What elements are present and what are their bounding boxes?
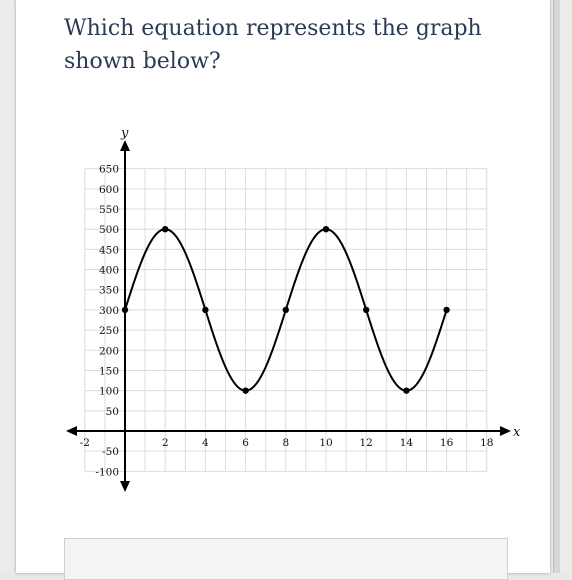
y-tick-label: 300 — [98, 304, 119, 317]
y-tick-label: 550 — [98, 204, 119, 217]
data-point — [323, 226, 329, 232]
data-point — [242, 387, 248, 393]
y-tick-label: 100 — [98, 385, 119, 398]
y-tick-label: 650 — [98, 163, 119, 176]
y-tick-label: 600 — [98, 183, 119, 196]
y-axis-arrow-down — [120, 481, 130, 492]
question-text: Which equation represents the graph shown below? — [64, 16, 482, 74]
data-point — [122, 307, 128, 313]
x-tick-label: 4 — [202, 437, 209, 449]
x-tick-label: 10 — [319, 437, 333, 449]
y-tick-label: -100 — [95, 466, 119, 479]
x-tick-label: 8 — [282, 437, 290, 449]
x-tick-label: 6 — [242, 437, 249, 449]
grid-lines — [85, 169, 487, 472]
y-axis-label: y — [121, 126, 129, 141]
answer-input[interactable] — [64, 538, 508, 580]
x-axis-arrow-left — [66, 426, 77, 436]
y-tick-label: -50 — [102, 446, 119, 459]
y-tick-label: 500 — [98, 224, 119, 237]
y-tick-label: 50 — [105, 405, 119, 418]
x-tick-label: 12 — [359, 437, 373, 449]
y-tick-label: 200 — [98, 345, 119, 358]
y-tick-label: 350 — [98, 284, 119, 297]
x-axis-arrow-right — [500, 426, 511, 436]
data-point — [202, 307, 208, 313]
y-tick-label: 400 — [98, 264, 119, 277]
data-point — [363, 307, 369, 313]
x-tick-label: -2 — [79, 437, 90, 449]
x-axis-label: x — [513, 425, 521, 440]
y-tick-label: 150 — [98, 365, 119, 378]
y-axis-arrow-up — [120, 140, 130, 151]
data-point — [162, 226, 168, 232]
x-tick-label: 16 — [439, 437, 454, 449]
data-point — [403, 387, 409, 393]
data-point — [443, 307, 449, 313]
x-tick-label: 2 — [161, 437, 169, 449]
x-tick-label: 18 — [480, 437, 494, 449]
y-tick-label: 450 — [98, 244, 119, 257]
y-tick-label: 250 — [98, 325, 119, 338]
data-point — [283, 307, 289, 313]
x-tick-label: 14 — [399, 437, 414, 449]
